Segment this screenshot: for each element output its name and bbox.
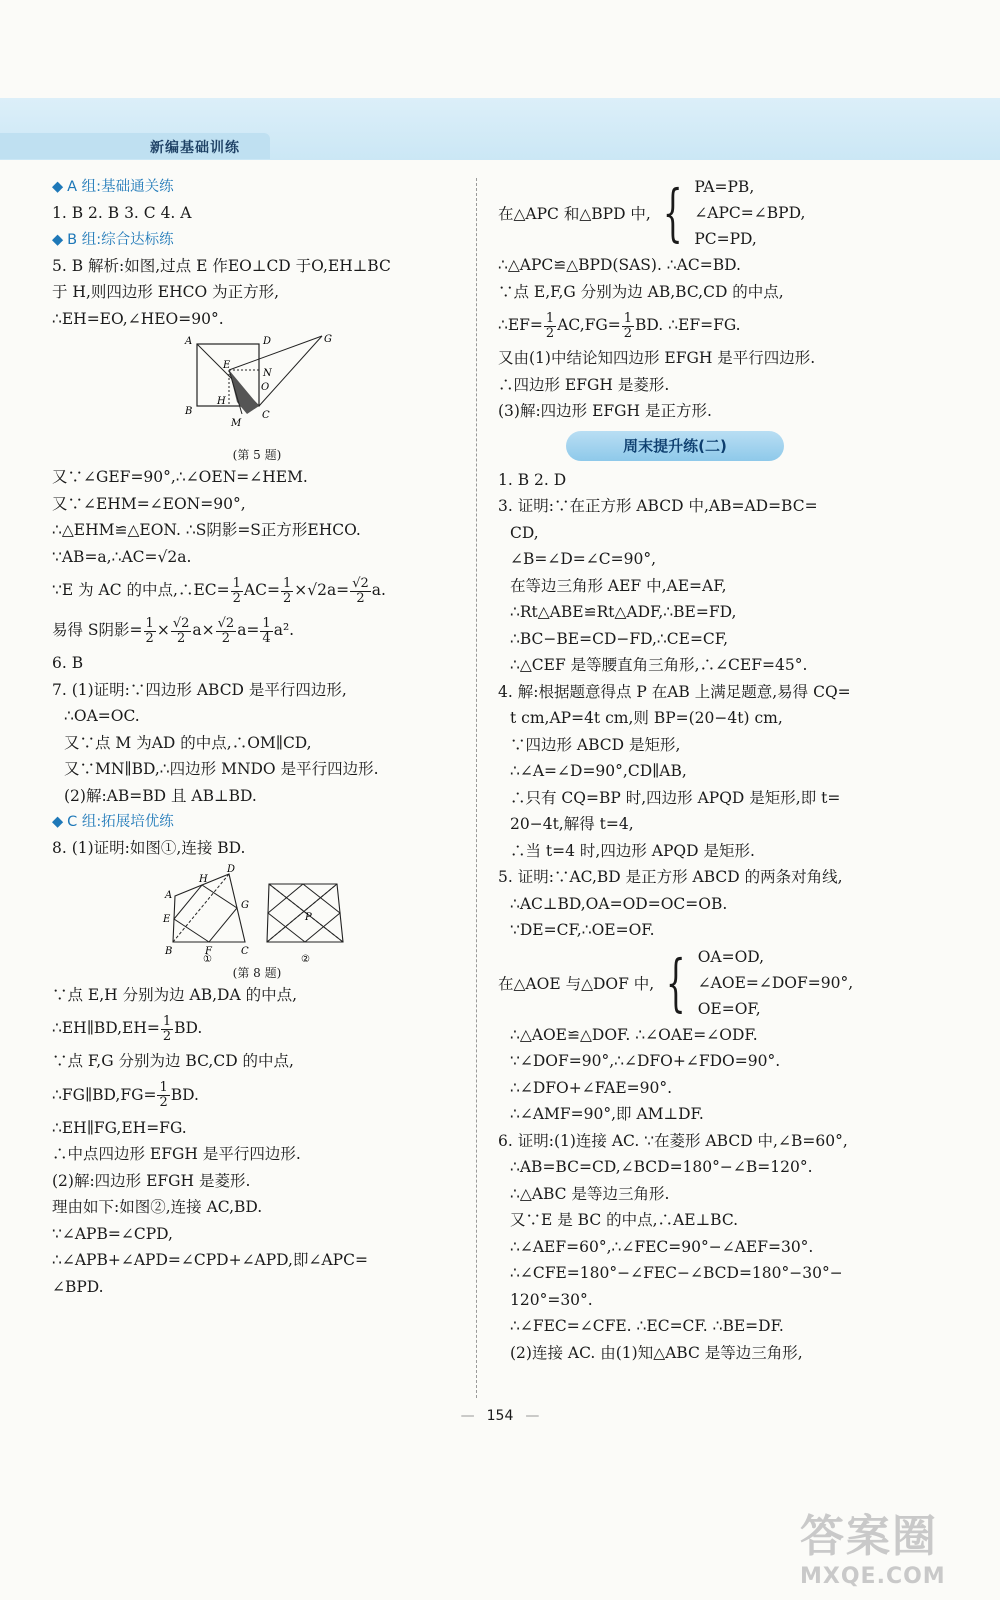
system-line: PA=PB, — [694, 178, 755, 196]
r4-line: 3. 证明:∵在正方形 ABCD 中,AB=AD=BC= — [498, 497, 818, 515]
fraction: $\frac{√2}{2}$ — [217, 615, 235, 646]
r4-line: ∴Rt△ABE≌Rt△ADF,∴BE=FD, — [510, 603, 737, 621]
figure-8-caption: (第 8 题) — [232, 965, 282, 980]
left-column — [52, 174, 462, 1300]
header-title: 新编基础训练 — [150, 140, 240, 156]
q8c-line: ∴EH∥BD,EH= $\frac{1}{2}$ BD. — [52, 1013, 203, 1044]
q8b-line: ∵点 E,H 分别为边 AB,DA 的中点, — [52, 985, 298, 1004]
system-line: ∠AOE=∠DOF=90°, — [697, 973, 854, 992]
fig5-label-b: B — [185, 406, 193, 417]
q5b-line: 又∵∠GEF=90°,∴∠OEN=∠HEM. — [52, 468, 308, 486]
q8f-line: ∴EH∥FG,EH=FG. — [52, 1118, 187, 1137]
answers-a: 1. B 2. B 3. C 4. A — [52, 204, 192, 222]
section-a-heading: ◆ A 组:基础通关练 — [52, 179, 174, 195]
r4-line: ∵四边形 ABCD 是矩形, — [510, 735, 681, 754]
r4-line: 4. 解:根据题意得点 P 在AB 上满足题意,易得 CQ= — [498, 682, 851, 701]
system-block — [498, 174, 890, 252]
r4-line: ∠B=∠D=∠C=90°, — [510, 550, 657, 568]
r5-line: ∴∠AEF=60°,∴∠FEC=90°−∠AEF=30°. — [510, 1237, 814, 1256]
system-lines — [698, 944, 853, 1022]
section-c-heading: ◆ C 组:拓展培优练 — [52, 814, 174, 830]
fraction: $\frac{1}{2}$ — [623, 310, 633, 341]
diamond-icon: ◆ — [52, 231, 64, 248]
r4-line: ∴∠A=∠D=90°,CD∥AB, — [510, 762, 687, 780]
fig8-label-d: D — [227, 863, 236, 875]
r4-line: CD, — [510, 523, 539, 542]
fig8-label-h: H — [199, 873, 208, 885]
q5-line: 5. B 解析:如图,过点 E 作EO⊥CD 于O,EH⊥BC — [52, 256, 391, 275]
fig8-label-g: G — [241, 899, 249, 911]
fig5-label-c: C — [262, 410, 270, 421]
fraction: $\frac{√2}{2}$ — [352, 575, 369, 606]
diamond-icon: ◆ — [52, 814, 64, 830]
q5b-line: 又∵∠EHM=∠EON=90°, — [52, 494, 246, 513]
fig5-label-a: A — [185, 336, 193, 347]
q8-line: 8. (1)证明:如图①,连接 BD. — [52, 839, 246, 857]
q8f-line: (2)解:四边形 EFGH 是菱形. — [52, 1171, 251, 1190]
weekend-practice-banner: 周末提升练(二) — [566, 431, 784, 461]
q8f-line: ∵∠APB=∠CPD, — [52, 1224, 173, 1243]
q5c-line: ∵E 为 AC 的中点,∴EC= $\frac{1}{2}$ AC= $\frac{1}{2}$ ×√2a= $\frac{√2}{2}$ a. — [52, 575, 386, 606]
q8e-line: ∴FG∥BD,FG= $\frac{1}{2}$ BD. — [52, 1080, 199, 1110]
r1-line: ∵点 E,F,G 分别为边 AB,BC,CD 的中点, — [498, 282, 784, 301]
system-block — [498, 944, 890, 1022]
fig8-label-e: E — [163, 913, 171, 925]
fig5-label-g: G — [324, 334, 332, 345]
q8f-line: 理由如下:如图②,连接 AC,BD. — [52, 1198, 263, 1216]
q5b-line: ∵AB=a,∴AC=√2a. — [52, 547, 192, 566]
r5-line: 120°=30°. — [510, 1290, 593, 1309]
q5-line: ∴EH=EO,∠HEO=90°. — [52, 309, 224, 328]
system-line: PC=PD, — [694, 230, 757, 248]
r5-line: ∴∠CFE=180°−∠FEC−∠BCD=180°−30°− — [510, 1264, 843, 1282]
fraction: $\frac{1}{4}$ — [262, 615, 271, 646]
r2-line: ∴EF= $\frac{1}{2}$ AC,FG= $\frac{1}{2}$ BD. ∴EF=FG. — [498, 310, 741, 341]
watermark-bottom: MXQE.COM — [800, 1564, 946, 1589]
watermark-top: 答案圈 — [800, 1511, 938, 1562]
fraction: $\frac{1}{2}$ — [282, 575, 292, 606]
q8f-line: ∠BPD. — [52, 1277, 104, 1296]
r4-line: ∴只有 CQ=BP 时,四边形 APQD 是矩形,即 t= — [510, 788, 841, 807]
right-column — [498, 174, 890, 1366]
r3-line: ∴四边形 EFGH 是菱形. — [498, 375, 670, 394]
fraction: $\frac{√2}{2}$ — [172, 615, 190, 646]
figure-8 — [157, 864, 357, 962]
column-divider — [476, 178, 477, 1398]
r4-line: 5. 证明:∵AC,BD 是正方形 ABCD 的两条对角线, — [498, 868, 843, 886]
q8d-line: ∵点 F,G 分别为边 BC,CD 的中点, — [52, 1052, 294, 1070]
r1-line: ∴△APC≌△BPD(SAS). ∴AC=BD. — [498, 256, 741, 274]
system-line: ∠APC=∠BPD, — [694, 204, 806, 222]
q8f-line: ∴∠APB+∠APD=∠CPD+∠APD,即∠APC= — [52, 1251, 368, 1269]
fraction: $\frac{1}{2}$ — [232, 575, 241, 606]
r3-line: 又由(1)中结论知四边形 EFGH 是平行四边形. — [498, 349, 816, 367]
r3-line: (3)解:四边形 EFGH 是正方形. — [498, 402, 712, 420]
r4-line: 1. B 2. D — [498, 470, 567, 489]
q7-line: 又∵点 M 为AD 的中点,∴OM∥CD, — [64, 733, 312, 752]
r4-line: ∴AC⊥BD,OA=OD=OC=OB. — [510, 894, 728, 913]
r4-line: ∴BC−BE=CD−FD,∴CE=CF, — [510, 629, 729, 648]
r4-line: 在等边三角形 AEF 中,AE=AF, — [510, 576, 727, 595]
q5b-line: ∴△EHM≌△EON. ∴S阴影=S正方形EHCO. — [52, 521, 361, 539]
q7-line: (2)解:AB=BD 且 AB⊥BD. — [64, 786, 257, 805]
page-number: — 154 — — [460, 1408, 540, 1424]
fraction: $\frac{1}{2}$ — [159, 1080, 168, 1110]
fraction: $\frac{1}{2}$ — [145, 615, 154, 646]
q5d-line: 易得 S阴影= $\frac{1}{2}$ × $\frac{√2}{2}$ a× $\frac{√2}{2}$ a= $\frac{1}{4}$ a². — [52, 615, 295, 646]
r4-line: 20−4t,解得 t=4, — [510, 815, 634, 833]
r5-line: 6. 证明:(1)连接 AC. ∵在菱形 ABCD 中,∠B=60°, — [498, 1131, 848, 1150]
fig8-label-p: P — [305, 911, 312, 923]
r5-line: (2)连接 AC. 由(1)知△ABC 是等边三角形, — [510, 1343, 803, 1362]
fig5-label-h: H — [217, 396, 226, 407]
watermark — [800, 1500, 985, 1592]
fraction: $\frac{1}{2}$ — [545, 310, 555, 341]
diamond-icon: ◆ — [52, 179, 64, 195]
fig8-label-c2: ② — [301, 953, 310, 962]
r4-line: ∴△CEF 是等腰直角三角形,∴∠CEF=45°. — [510, 656, 808, 674]
r4-line: ∵DE=CF,∴OE=OF. — [510, 921, 655, 939]
q7-line: ∴OA=OC. — [64, 707, 140, 725]
r5-line: ∴AB=BC=CD,∠BCD=180°−∠B=120°. — [510, 1158, 813, 1176]
r5-line: ∴△ABC 是等边三角形. — [510, 1184, 670, 1203]
system-label: 在△APC 和△BPD 中, — [498, 205, 651, 223]
r5-line: 又∵E 是 BC 的中点,∴AE⊥BC. — [510, 1211, 739, 1229]
system-line: OE=OF, — [697, 999, 761, 1018]
fig5-label-o: O — [261, 382, 270, 393]
fig8-label-c: C — [241, 945, 249, 957]
fig5-label-e: E — [223, 360, 231, 371]
fig8-label-b: B — [165, 945, 173, 957]
system-lines — [694, 174, 805, 252]
r5-line: ∴∠FEC=∠CFE. ∴EC=CF. ∴BE=DF. — [510, 1317, 784, 1335]
system-label: 在△AOE 与△DOF 中, — [498, 974, 655, 993]
r5-line: ∴△AOE≌△DOF. ∴∠OAE=∠ODF. — [510, 1025, 758, 1044]
fig5-label-d: D — [263, 336, 272, 347]
q6-line: 6. B — [52, 654, 84, 672]
r5-line: ∵∠DOF=90°,∴∠DFO+∠FDO=90°. — [510, 1052, 781, 1070]
section-b-heading: ◆ B 组:综合达标练 — [52, 231, 174, 248]
figure-5 — [167, 334, 347, 444]
r5-line: ∴∠DFO+∠FAE=90°. — [510, 1078, 673, 1097]
q7-line: 又∵MN∥BD,∴四边形 MNDO 是平行四边形. — [64, 760, 379, 778]
system-line: OA=OD, — [697, 947, 765, 966]
r5-line: ∴∠AMF=90°,即 AM⊥DF. — [510, 1105, 704, 1123]
figure-5-caption: (第 5 题) — [232, 448, 282, 462]
fig5-label-m: M — [231, 418, 242, 429]
brace-glyph: { — [666, 945, 686, 1019]
r4-line: t cm,AP=4t cm,则 BP=(20−4t) cm, — [510, 709, 783, 727]
fraction: $\frac{1}{2}$ — [162, 1013, 172, 1044]
r4-line: ∴当 t=4 时,四边形 APQD 是矩形. — [510, 841, 755, 860]
fig8-label-c1: ① — [203, 953, 212, 962]
q8f-line: ∴中点四边形 EFGH 是平行四边形. — [52, 1145, 301, 1163]
q5-line: 于 H,则四边形 EHCO 为正方形, — [52, 283, 280, 301]
q7-line: 7. (1)证明:∵四边形 ABCD 是平行四边形, — [52, 680, 347, 699]
brace-glyph: { — [662, 176, 683, 249]
fig8-label-f: F — [205, 945, 212, 957]
fig5-label-n: N — [263, 368, 272, 379]
fig8-label-a: A — [165, 889, 173, 901]
